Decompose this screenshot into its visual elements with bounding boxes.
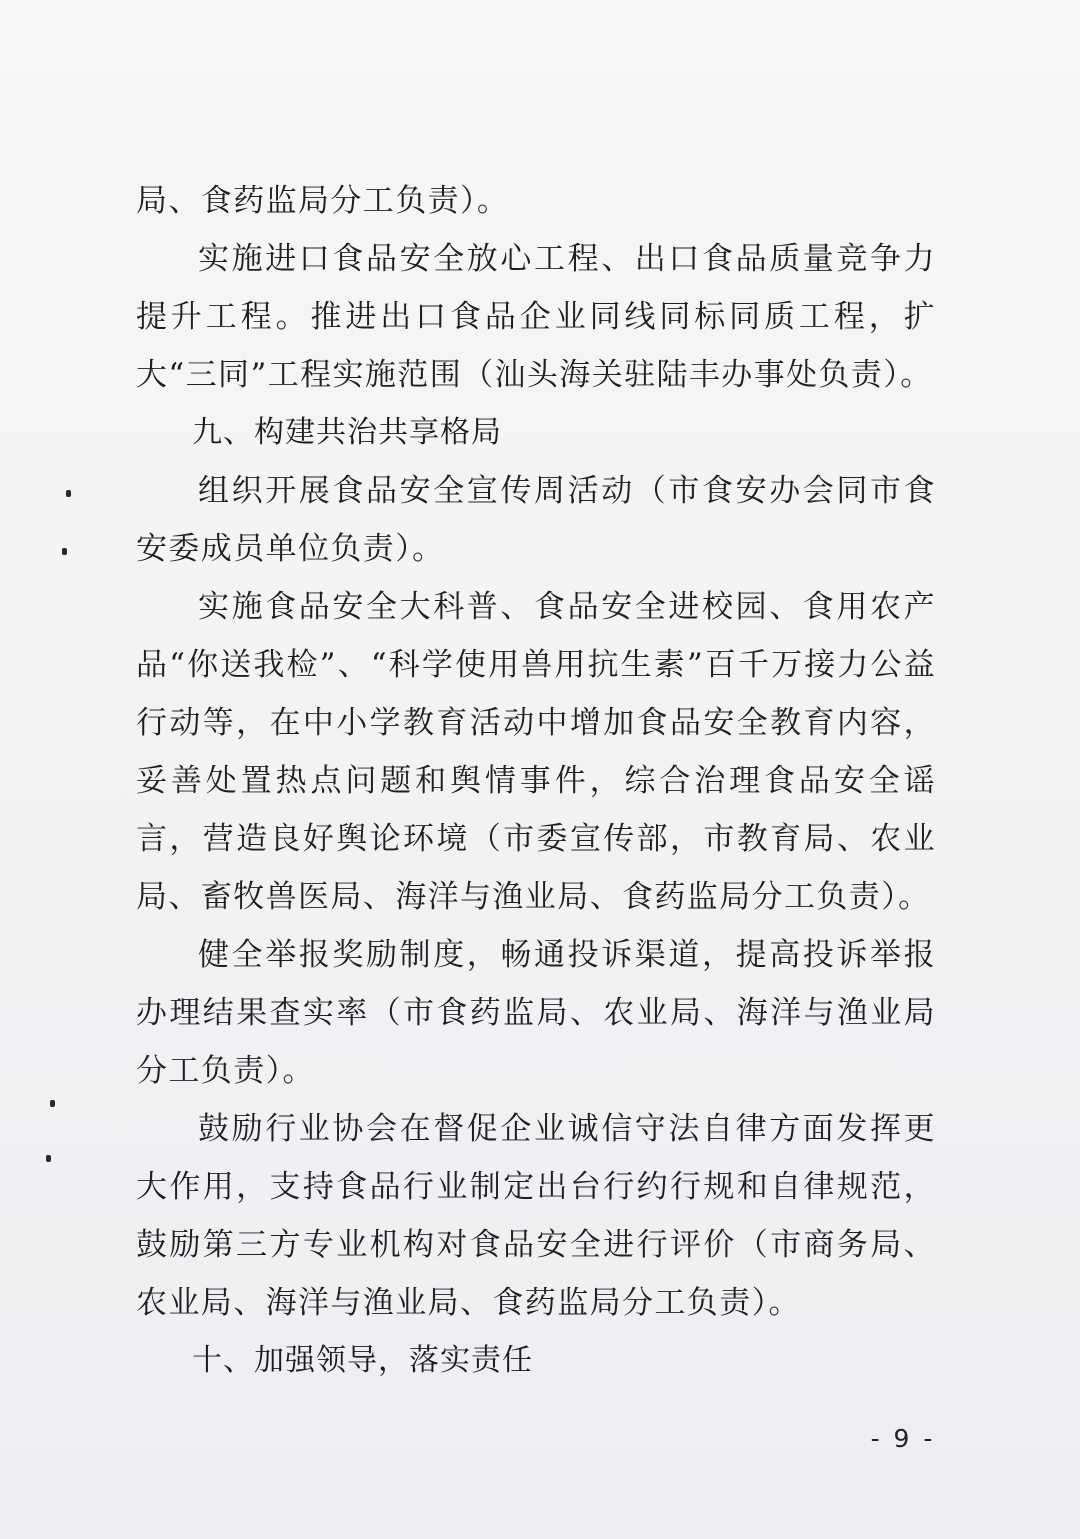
paragraph-science-popularization: 实施食品安全大科普、食品安全进校园、食用农产品“你送我检”、“科学使用兽用抗生素”百千万接力公益行动等，在中小学教育活动中增加食品安全教育内容，妥善处置热点问题和舆情事件，综合治理食品安全谣言，营造良好舆论环境（市委宣传部，市教育局、农业局、畜牧兽医局、海洋与渔业局、食药监局分工负责）。	[136, 589, 936, 915]
section-heading-10: 十、加强领导，落实责任	[192, 1343, 533, 1378]
binding-hole-mark	[66, 490, 71, 497]
section-heading-9: 九、构建共治共享格局	[192, 415, 502, 450]
binding-hole-mark	[62, 548, 67, 555]
page-number: - 9 -	[870, 1424, 936, 1453]
paragraph-continuation: 局、食药监局分工负责）。	[136, 183, 510, 219]
paragraph-import-food-safety: 实施进口食品安全放心工程、出口食品质量竞争力提升工程。推进出口食品企业同线同标同质工程，扩大“三同”工程实施范围（汕头海关驻陆丰办事处负责）。	[136, 241, 936, 393]
paragraph-industry-associations: 鼓励行业协会在督促企业诚信守法自律方面发挥更大作用，支持食品行业制定出台行约行规和自律规范，鼓励第三方专业机构对食品安全进行评价（市商务局、农业局、海洋与渔业局、食药监局分工负责）。	[136, 1111, 936, 1321]
paragraph-publicity-week: 组织开展食品安全宣传周活动（市食安办会同市食安委成员单位负责）。	[136, 473, 936, 567]
document-body	[136, 172, 936, 1390]
binding-hole-mark	[50, 1100, 55, 1107]
paragraph-reporting-rewards: 健全举报奖励制度，畅通投诉渠道，提高投诉举报办理结果查实率（市食药监局、农业局、海洋与渔业局分工负责）。	[136, 937, 936, 1089]
binding-hole-mark	[46, 1155, 51, 1162]
